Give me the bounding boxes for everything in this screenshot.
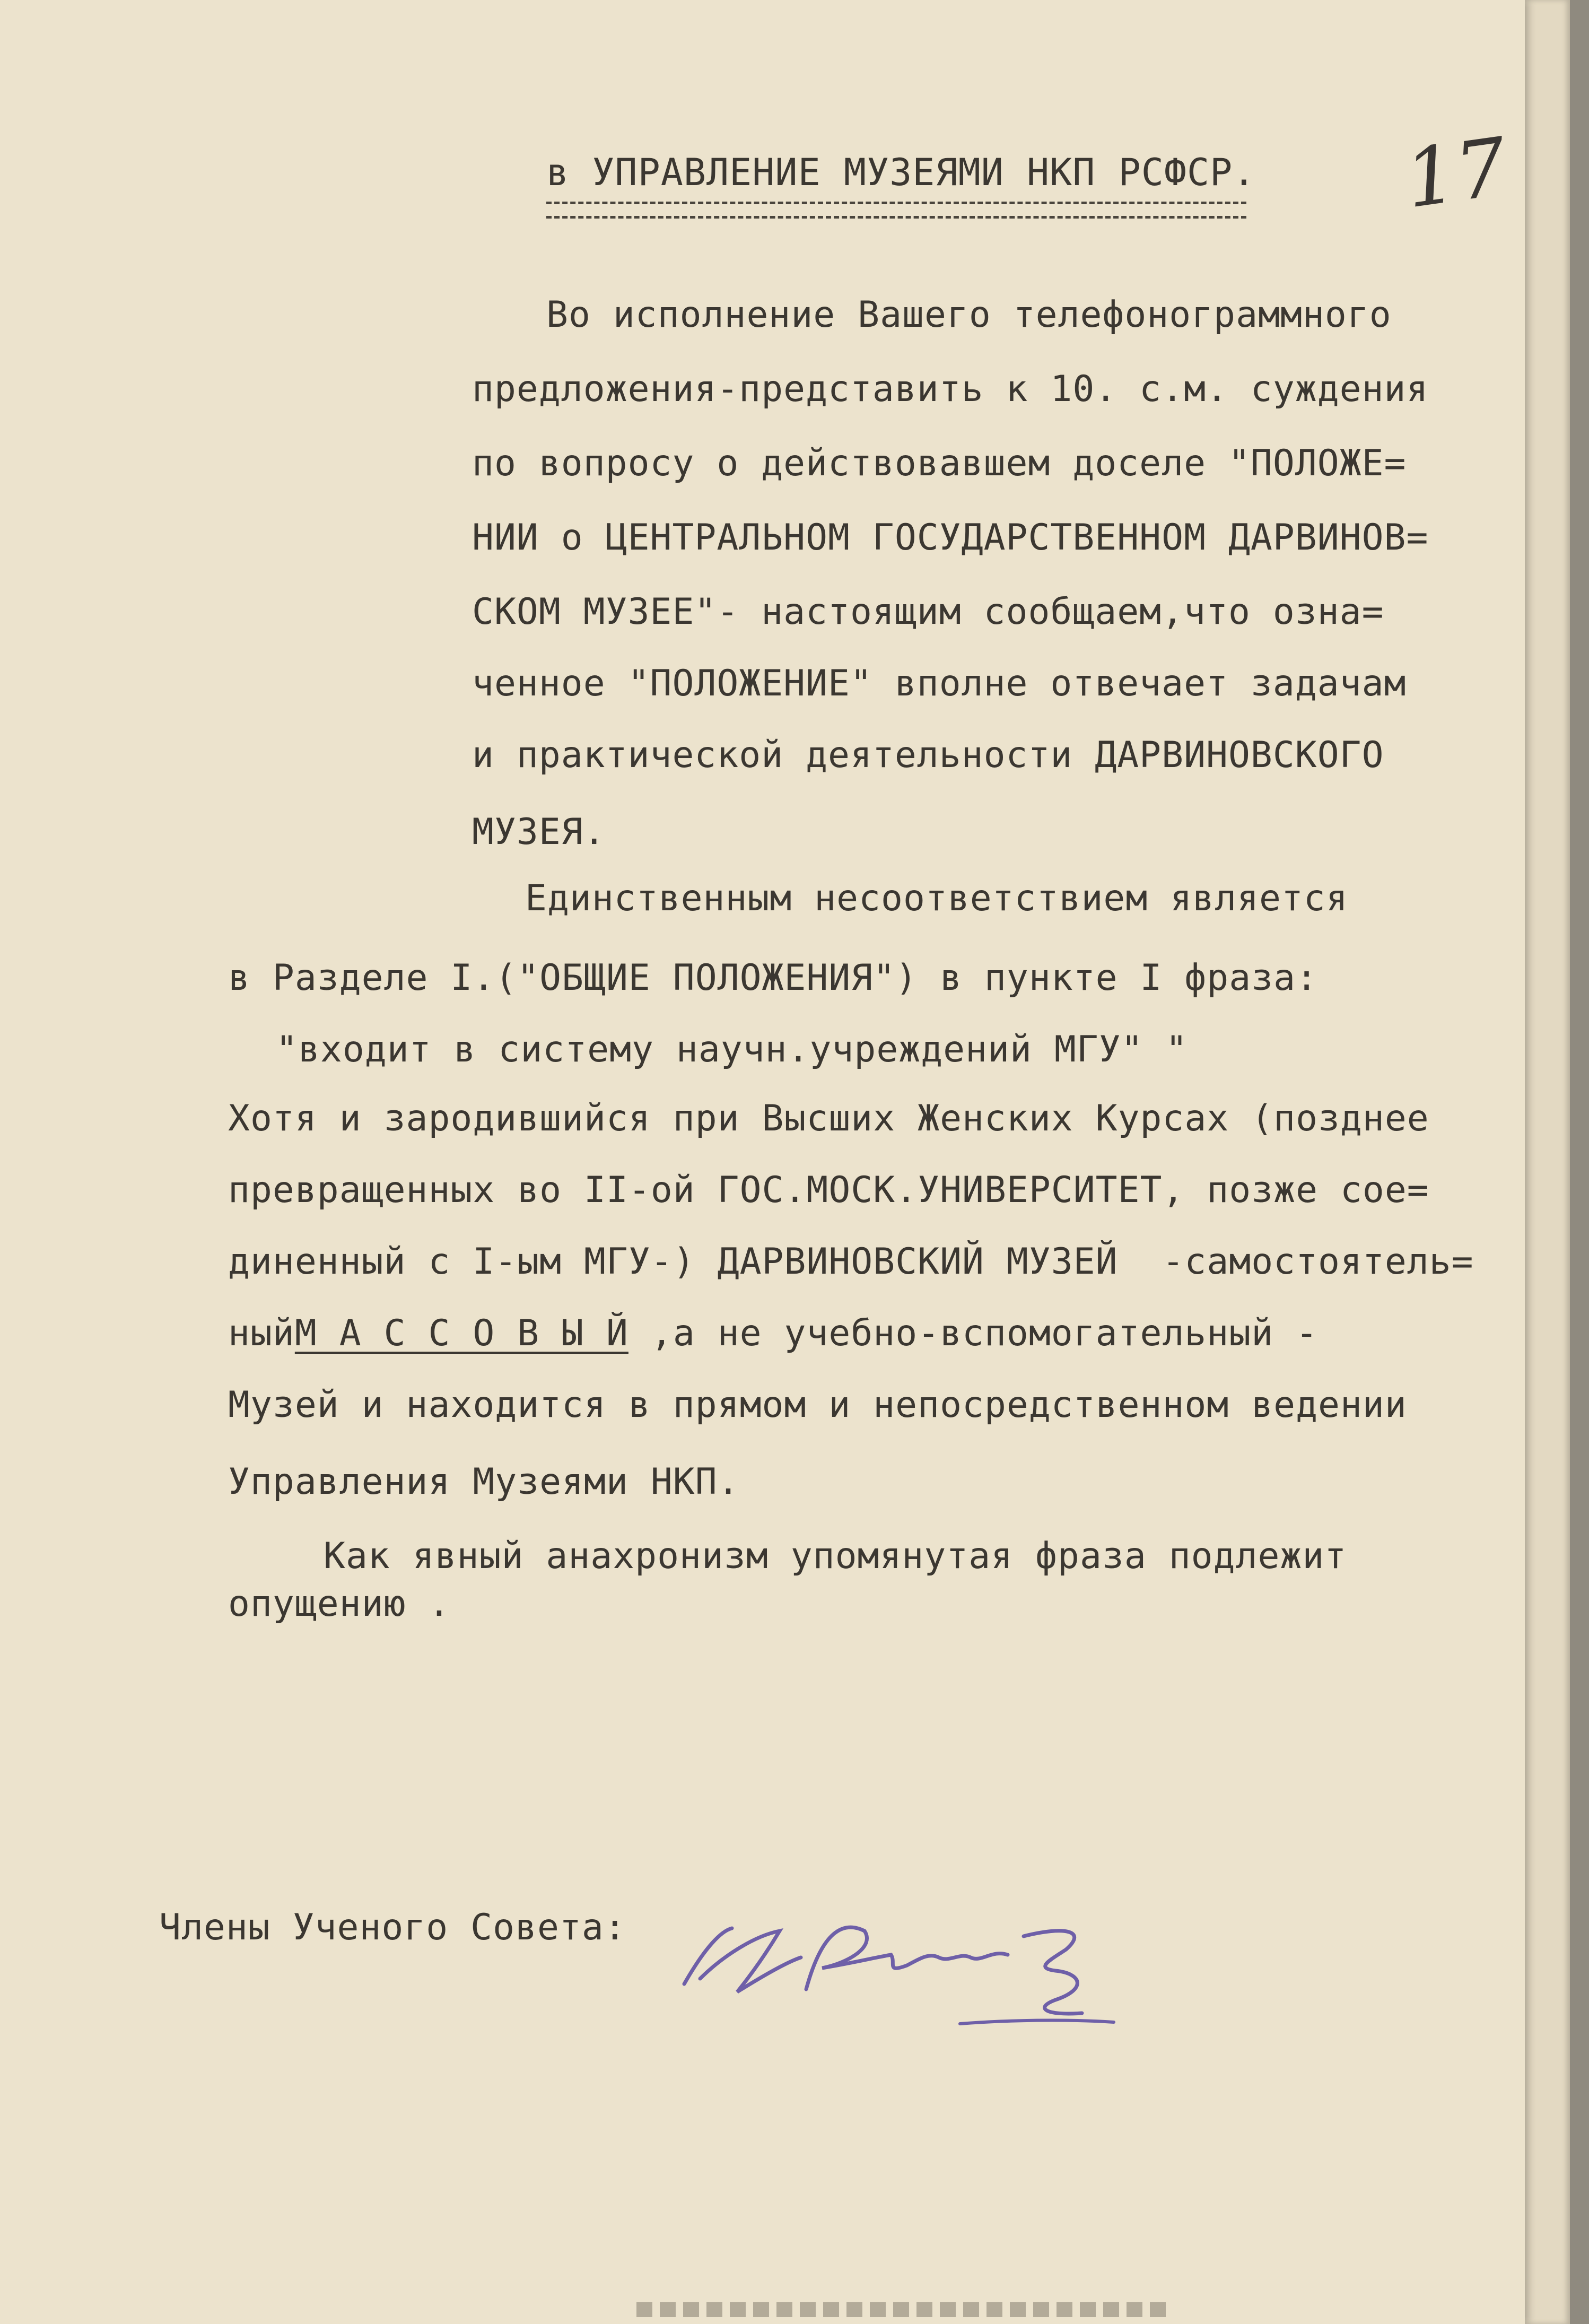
body-line: Хотя и зародившийся при Высших Женских Курсах (позднее [228, 1098, 1429, 1139]
body-line: предложения-представить к 10. с.м. суждения [472, 368, 1429, 410]
emphasized-word: М А С С О В Ы Й [294, 1312, 628, 1354]
body-line: НИИ о ЦЕНТРАЛЬНОМ ГОСУДАРСТВЕННОМ ДАРВИНОВ= [472, 517, 1429, 559]
body-line: Как явный анахронизм упомянутая фраза подлежит [324, 1535, 1347, 1577]
body-line: в Разделе I.("ОБЩИЕ ПОЛОЖЕНИЯ") в пункте I фраза: [228, 957, 1319, 999]
body-line: Во исполнение Вашего телефонограммного [546, 294, 1392, 336]
body-text: ,а не учебно-вспомогательный - [650, 1312, 1319, 1354]
signature-label: Члены Ученого Совета: [159, 1907, 626, 1948]
quoted-phrase: "входит в систему научн.учреждений МГУ" " [276, 1029, 1188, 1070]
body-line: МУЗЕЯ. [472, 811, 606, 853]
handwritten-signature [663, 1899, 1246, 2048]
body-line [228, 1312, 1319, 1354]
heading-underline [546, 202, 1246, 219]
body-line: Управления Музеями НКП. [228, 1461, 740, 1503]
body-line: по вопросу о действовавшем доселе "ПОЛОЖЕ= [472, 442, 1407, 484]
body-text: ный [228, 1312, 295, 1354]
body-line: опущению . [228, 1583, 451, 1625]
body-line: превращенных во II-ой ГОС.МОСК.УНИВЕРСИТЕТ, позже сое= [228, 1169, 1429, 1211]
body-line: Единственным несоответствием является [525, 877, 1348, 919]
body-line: и практической деятельности ДАРВИНОВСКОГО [472, 734, 1384, 776]
page-number: 17 [1399, 120, 1513, 227]
body-line: СКОМ МУЗЕЕ"- настоящим сообщаем,что озна= [472, 591, 1384, 633]
addressee-heading: в УПРАВЛЕНИЕ МУЗЕЯМИ НКП РСФСР. [546, 151, 1256, 194]
body-line: ченное "ПОЛОЖЕНИЕ" вполне отвечает задачам [472, 663, 1407, 704]
body-line: диненный с I-ым МГУ-) ДАРВИНОВСКИЙ МУЗЕЙ -самостоятель= [228, 1241, 1474, 1283]
torn-text-fragment [636, 2302, 1167, 2317]
body-line: Музей и находится в прямом и непосредственном ведении [228, 1384, 1407, 1426]
